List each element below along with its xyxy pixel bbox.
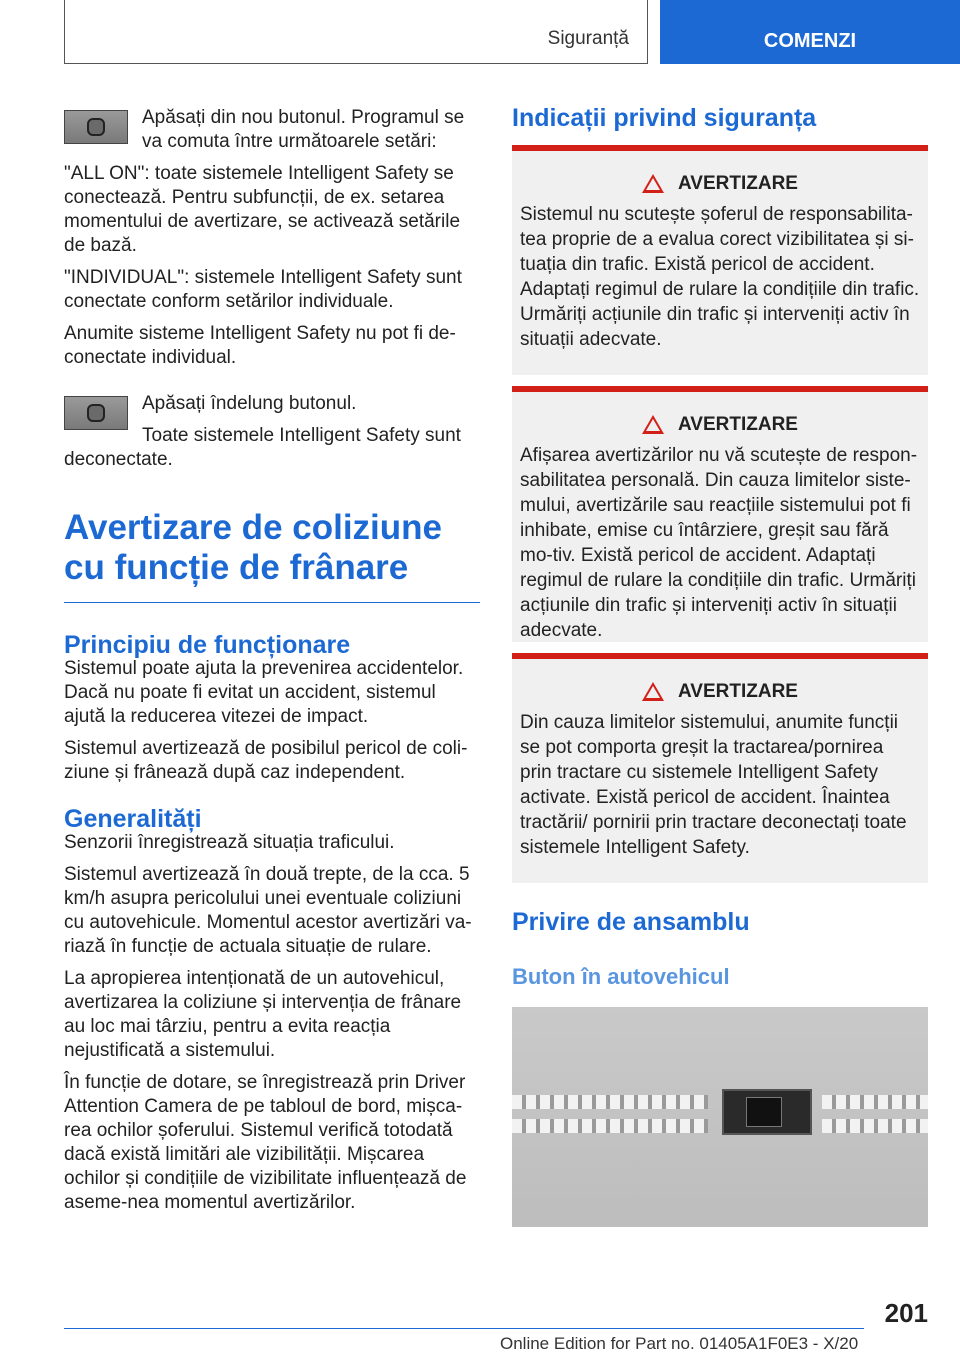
heading-rule bbox=[64, 602, 480, 603]
safety-button-image bbox=[64, 110, 128, 144]
warning-label: AVERTIZARE bbox=[678, 681, 798, 702]
page-number: 201 bbox=[884, 1298, 928, 1328]
left-column bbox=[64, 106, 480, 1223]
safety-button-icon bbox=[87, 118, 105, 136]
paragraph: Apăsați îndelung butonul. bbox=[142, 393, 357, 414]
warning-icon bbox=[642, 415, 664, 434]
section-heading: Generalități bbox=[64, 805, 202, 833]
paragraph: "ALL ON": toate sistemele Intelligent Safety se conectează. Pentru subfuncții, de ex. setarea momentului de avertizare, se activează setările de bază. bbox=[64, 163, 461, 256]
footer-edition: Online Edition for Part no. 01405A1F0E3 - X/20 bbox=[500, 1334, 859, 1353]
safety-button-icon bbox=[746, 1097, 782, 1127]
air-vent bbox=[512, 1119, 708, 1133]
air-vent bbox=[512, 1095, 708, 1109]
overview-heading: Privire de ansamblu bbox=[512, 908, 750, 936]
warning-label: AVERTIZARE bbox=[678, 173, 798, 194]
subheading: Buton în autovehicul bbox=[512, 964, 730, 989]
paragraph: Apăsați din nou butonul. Programul se va comuta între următoarele setări: bbox=[142, 107, 465, 152]
paragraph: La apropierea intenționată de un autovehicul, avertizarea la coliziune și intervenția de frânare au loc mai târziu, pentru a evita reacția nejustificată a sistemului. bbox=[64, 968, 462, 1061]
warning-box-2 bbox=[512, 386, 928, 642]
safety-button-image bbox=[64, 396, 128, 430]
paragraph: Senzorii înregistrează situația traficului. bbox=[64, 832, 395, 853]
warning-label: AVERTIZARE bbox=[678, 414, 798, 435]
warning-icon bbox=[642, 174, 664, 193]
warning-icon bbox=[642, 682, 664, 701]
footer-rule bbox=[64, 1328, 864, 1329]
warning-box-1 bbox=[512, 145, 928, 375]
dashboard-button-photo bbox=[512, 1007, 928, 1227]
warning-text: Sistemul nu scutește șoferul de responsabilita‐tea proprie de a evalua corect vizibilitatea și si‐tuația din trafic. Există pericol de accident. Adaptați regimul de rulare la condițiile din trafic. Urmăriți acțiunile din trafic și interveniți activ în situații adecvate. bbox=[520, 204, 920, 350]
main-heading: Avertizare de coliziune cu funcție de frânare bbox=[64, 508, 442, 587]
paragraph: Anumite sisteme Intelligent Safety nu pot fi de‐conectate individual. bbox=[64, 323, 456, 368]
header-bar bbox=[64, 0, 648, 64]
paragraph: Sistemul avertizează în două trepte, de la cca. 5 km/h asupra pericolului unei eventuale coliziuni cu autovehicule. Momentul acestor avertizări va‐riază în funcție de actuala situație de rulare. bbox=[64, 864, 472, 957]
paragraph: Toate sistemele Intelligent Safety sunt deconectate. bbox=[64, 425, 461, 470]
warning-text: Afișarea avertizărilor nu vă scutește de respon‐sabilitatea personală. Din cauza limitelor siste‐mului, avertizările sau reacțiile sistemului pot fi inhibate, emise cu întârziere, greșit sau fără mo‐tiv. Există pericol de accident. Adaptați regimul de rulare la condițiile din trafic. Urmăriți acțiunile din trafic și interveniți activ în situații adecvate. bbox=[520, 445, 918, 641]
paragraph: Sistemul poate ajuta la prevenirea accidentelor. Dacă nu poate fi evitat un accident, sistemul ajută la reducerea vitezei de impact. bbox=[64, 658, 464, 727]
warning-text: Din cauza limitelor sistemului, anumite funcții se pot comporta greșit la tractarea/pornirea prin tractare cu sistemele Intelligent Safety activate. Există pericol de accident. Înaintea tractării/ pornirii prin tractare deconectați toate sistemele Intelligent Safety. bbox=[520, 712, 907, 858]
paragraph: Sistemul avertizează de posibilul pericol de coli‐ziune și frânează după caz independent. bbox=[64, 738, 468, 783]
safety-heading: Indicații privind siguranța bbox=[512, 104, 817, 132]
section-title: Siguranță bbox=[547, 28, 629, 49]
button-panel bbox=[722, 1089, 812, 1135]
paragraph: În funcție de dotare, se înregistrează prin Driver Attention Camera de pe tabloul de bord, mișca‐rea ochilor șoferului. Sistemul verifică totodată dacă există limitări ale vizibilității. Mișcarea ochilor și condițiile de vizibilitate influențează de aseme‐nea momentul avertizărilor. bbox=[64, 1072, 467, 1213]
chapter-tab[interactable] bbox=[660, 0, 960, 64]
air-vent bbox=[822, 1095, 928, 1109]
section-heading: Principiu de funcționare bbox=[64, 631, 351, 659]
safety-button-icon bbox=[87, 404, 105, 422]
chapter-label: COMENZI bbox=[763, 30, 857, 52]
paragraph: "INDIVIDUAL": sistemele Intelligent Safety sunt conectate conform setărilor individuale. bbox=[64, 267, 462, 312]
warning-box-3 bbox=[512, 653, 928, 883]
air-vent bbox=[822, 1119, 928, 1133]
